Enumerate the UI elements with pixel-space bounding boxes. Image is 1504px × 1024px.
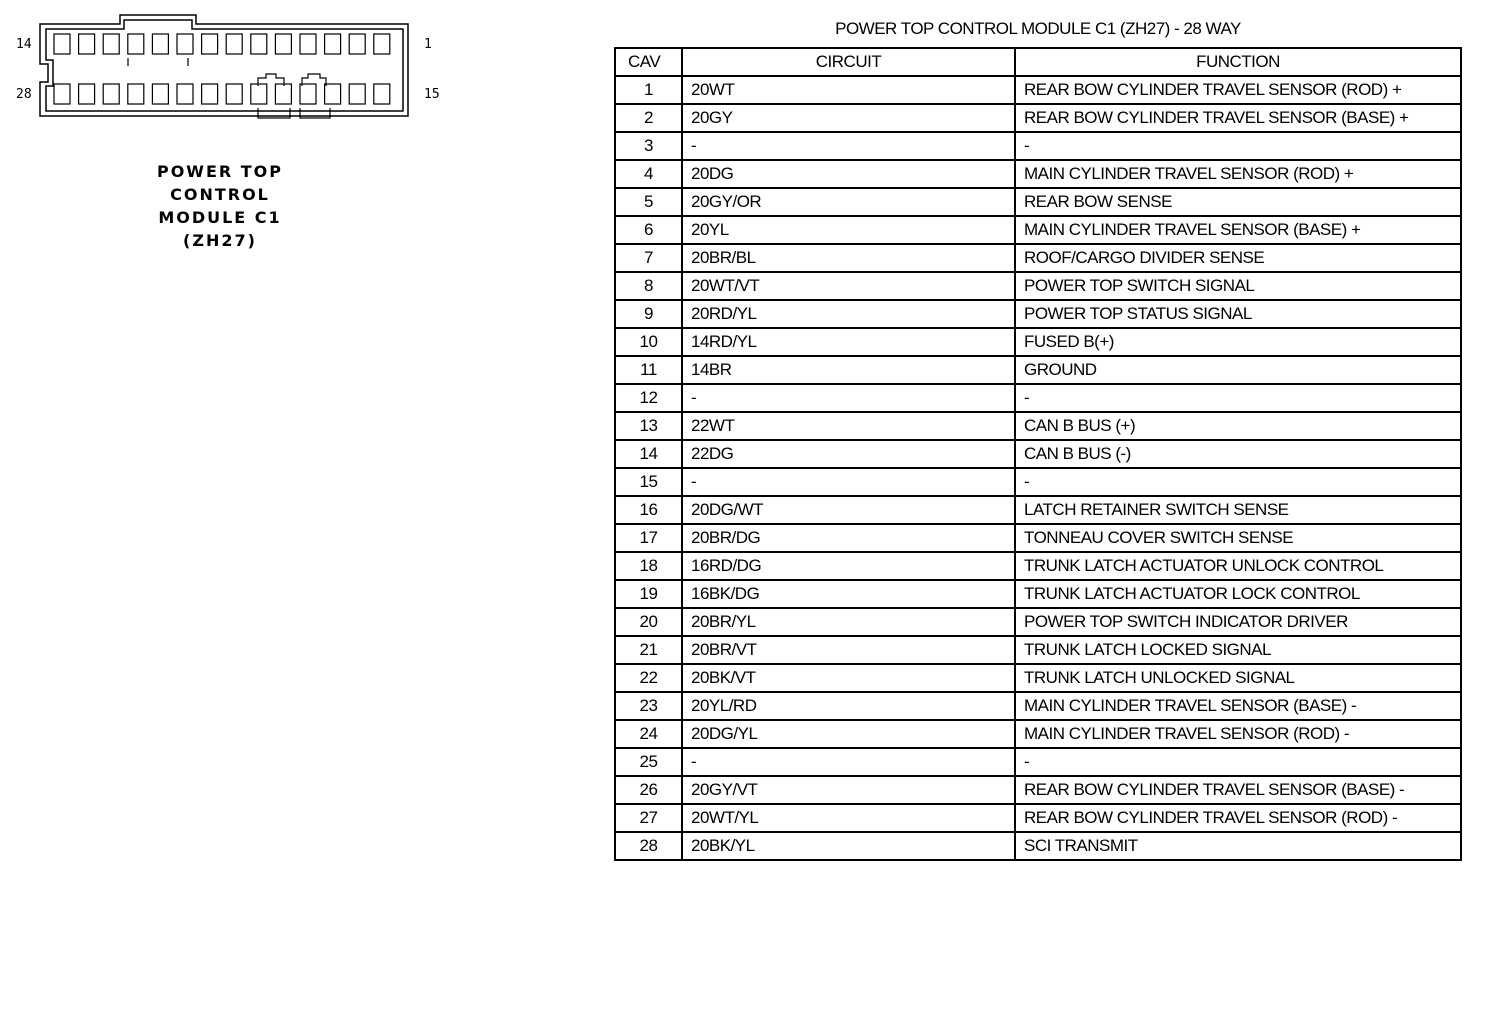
circuit-cell: 20DG/WT	[682, 496, 1015, 524]
connector-cavity	[202, 84, 218, 104]
circuit-cell: 14RD/YL	[682, 328, 1015, 356]
table-row	[615, 468, 1461, 496]
connector-cavity	[79, 84, 95, 104]
function-cell: POWER TOP SWITCH INDICATOR DRIVER	[1015, 608, 1461, 636]
function-cell: GROUND	[1015, 356, 1461, 384]
circuit-cell: 20GY/OR	[682, 188, 1015, 216]
table-row	[615, 356, 1461, 384]
function-cell: LATCH RETAINER SWITCH SENSE	[1015, 496, 1461, 524]
circuit-cell: -	[682, 468, 1015, 496]
column-header-function: FUNCTION	[1015, 48, 1461, 76]
table-row	[615, 776, 1461, 804]
circuit-cell: 16RD/DG	[682, 552, 1015, 580]
cav-cell: 27	[615, 804, 682, 832]
cav-cell: 10	[615, 328, 682, 356]
cav-cell: 3	[615, 132, 682, 160]
connector-cavity	[300, 84, 316, 104]
connector-cavity	[251, 34, 267, 54]
circuit-cell: 22DG	[682, 440, 1015, 468]
table-row	[615, 300, 1461, 328]
cav-cell: 16	[615, 496, 682, 524]
connector-cavity	[202, 34, 218, 54]
connector-title-line: MODULE C1	[158, 208, 282, 227]
table-row	[615, 76, 1461, 104]
connector-cavity	[54, 84, 70, 104]
cav-cell: 18	[615, 552, 682, 580]
function-cell: REAR BOW CYLINDER TRAVEL SENSOR (ROD) -	[1015, 804, 1461, 832]
cav-cell: 5	[615, 188, 682, 216]
circuit-cell: 20BK/VT	[682, 664, 1015, 692]
table-row	[615, 216, 1461, 244]
circuit-cell: -	[682, 132, 1015, 160]
cav-cell: 15	[615, 468, 682, 496]
connector-cavity	[128, 34, 144, 54]
pin-label-28: 28	[16, 87, 32, 102]
cav-cell: 26	[615, 776, 682, 804]
circuit-cell: 22WT	[682, 412, 1015, 440]
function-cell: TONNEAU COVER SWITCH SENSE	[1015, 524, 1461, 552]
function-cell: POWER TOP SWITCH SIGNAL	[1015, 272, 1461, 300]
circuit-cell: 20BR/DG	[682, 524, 1015, 552]
connector-cavity	[325, 84, 341, 104]
function-cell: TRUNK LATCH LOCKED SIGNAL	[1015, 636, 1461, 664]
table-row	[615, 552, 1461, 580]
circuit-cell: 20WT	[682, 76, 1015, 104]
function-cell: REAR BOW CYLINDER TRAVEL SENSOR (BASE) +	[1015, 104, 1461, 132]
function-cell: REAR BOW CYLINDER TRAVEL SENSOR (ROD) +	[1015, 76, 1461, 104]
function-cell: MAIN CYLINDER TRAVEL SENSOR (BASE) +	[1015, 216, 1461, 244]
table-body	[615, 76, 1461, 860]
cav-cell: 8	[615, 272, 682, 300]
connector-cavity	[79, 34, 95, 54]
pinout-table	[614, 47, 1462, 861]
connector-cavity	[226, 34, 242, 54]
table-title: POWER TOP CONTROL MODULE C1 (ZH27) - 28 WAY	[835, 19, 1241, 38]
table-row	[615, 384, 1461, 412]
function-cell: MAIN CYLINDER TRAVEL SENSOR (ROD) -	[1015, 720, 1461, 748]
connector-cavity	[103, 34, 119, 54]
cav-cell: 2	[615, 104, 682, 132]
table-row	[615, 524, 1461, 552]
connector-bottom-row-cavities	[54, 84, 390, 104]
circuit-cell: -	[682, 748, 1015, 776]
function-cell: SCI TRANSMIT	[1015, 832, 1461, 860]
connector-cavity	[275, 34, 291, 54]
table-row	[615, 160, 1461, 188]
column-header-cav: CAV	[615, 48, 682, 76]
cav-cell: 17	[615, 524, 682, 552]
table-row	[615, 720, 1461, 748]
cav-cell: 14	[615, 440, 682, 468]
connector-cavity	[325, 34, 341, 54]
table-row	[615, 412, 1461, 440]
table-row	[615, 440, 1461, 468]
cav-cell: 1	[615, 76, 682, 104]
function-cell: CAN B BUS (+)	[1015, 412, 1461, 440]
cav-cell: 7	[615, 244, 682, 272]
pin-label-15: 15	[424, 87, 440, 102]
cav-cell: 4	[615, 160, 682, 188]
connector-cavity	[103, 84, 119, 104]
cav-cell: 25	[615, 748, 682, 776]
cav-cell: 21	[615, 636, 682, 664]
connector-cavity	[152, 34, 168, 54]
function-cell: -	[1015, 132, 1461, 160]
circuit-cell: 16BK/DG	[682, 580, 1015, 608]
connector-cavity	[177, 34, 193, 54]
circuit-cell: 20WT/YL	[682, 804, 1015, 832]
connector-title	[140, 160, 300, 252]
cav-cell: 19	[615, 580, 682, 608]
function-cell: -	[1015, 384, 1461, 412]
circuit-cell: 20GY	[682, 104, 1015, 132]
pin-label-14: 14	[16, 37, 32, 52]
cav-cell: 9	[615, 300, 682, 328]
cav-cell: 22	[615, 664, 682, 692]
function-cell: TRUNK LATCH ACTUATOR LOCK CONTROL	[1015, 580, 1461, 608]
circuit-cell: 20BK/YL	[682, 832, 1015, 860]
circuit-cell: -	[682, 384, 1015, 412]
table-row	[615, 664, 1461, 692]
function-cell: TRUNK LATCH UNLOCKED SIGNAL	[1015, 664, 1461, 692]
table-row	[615, 272, 1461, 300]
circuit-cell: 14BR	[682, 356, 1015, 384]
circuit-cell: 20RD/YL	[682, 300, 1015, 328]
connector-top-row-cavities	[54, 34, 390, 54]
function-cell: REAR BOW CYLINDER TRAVEL SENSOR (BASE) -	[1015, 776, 1461, 804]
function-cell: FUSED B(+)	[1015, 328, 1461, 356]
function-cell: -	[1015, 468, 1461, 496]
connector-outline-drawing	[0, 0, 460, 130]
connector-cavity	[275, 84, 291, 104]
connector-cavity	[349, 84, 365, 104]
function-cell: TRUNK LATCH ACTUATOR UNLOCK CONTROL	[1015, 552, 1461, 580]
function-cell: CAN B BUS (-)	[1015, 440, 1461, 468]
table-row	[615, 328, 1461, 356]
table-row	[615, 188, 1461, 216]
connector-cavity	[54, 34, 70, 54]
table-row	[615, 608, 1461, 636]
function-cell: MAIN CYLINDER TRAVEL SENSOR (BASE) -	[1015, 692, 1461, 720]
table-row	[615, 804, 1461, 832]
table-row	[615, 132, 1461, 160]
circuit-cell: 20WT/VT	[682, 272, 1015, 300]
connector-cavity	[374, 34, 390, 54]
circuit-cell: 20BR/VT	[682, 636, 1015, 664]
circuit-cell: 20BR/YL	[682, 608, 1015, 636]
connector-title-line: POWER TOP	[156, 162, 284, 181]
table-row	[615, 748, 1461, 776]
connector-cavity	[128, 84, 144, 104]
table-row	[615, 580, 1461, 608]
table-header-row	[615, 48, 1461, 76]
column-header-circuit: CIRCUIT	[682, 48, 1015, 76]
cav-cell: 6	[615, 216, 682, 244]
connector-cavity	[177, 84, 193, 104]
function-cell: ROOF/CARGO DIVIDER SENSE	[1015, 244, 1461, 272]
circuit-cell: 20YL	[682, 216, 1015, 244]
connector-title-line: (ZH27)	[183, 231, 257, 250]
function-cell: MAIN CYLINDER TRAVEL SENSOR (ROD) +	[1015, 160, 1461, 188]
cav-cell: 20	[615, 608, 682, 636]
table-row	[615, 832, 1461, 860]
table-row	[615, 692, 1461, 720]
connector-cavity	[349, 34, 365, 54]
circuit-cell: 20GY/VT	[682, 776, 1015, 804]
circuit-cell: 20BR/BL	[682, 244, 1015, 272]
function-cell: -	[1015, 748, 1461, 776]
cav-cell: 23	[615, 692, 682, 720]
table-row	[615, 244, 1461, 272]
cav-cell: 24	[615, 720, 682, 748]
table-row	[615, 104, 1461, 132]
function-cell: POWER TOP STATUS SIGNAL	[1015, 300, 1461, 328]
connector-title-line: CONTROL	[170, 185, 270, 204]
table-row	[615, 636, 1461, 664]
cav-cell: 28	[615, 832, 682, 860]
table-row	[615, 496, 1461, 524]
connector-cavity	[226, 84, 242, 104]
pin-label-1: 1	[424, 37, 432, 52]
circuit-cell: 20YL/RD	[682, 692, 1015, 720]
circuit-cell: 20DG	[682, 160, 1015, 188]
connector-cavity	[251, 84, 267, 104]
connector-cavity	[152, 84, 168, 104]
circuit-cell: 20DG/YL	[682, 720, 1015, 748]
cav-cell: 12	[615, 384, 682, 412]
connector-cavity	[300, 34, 316, 54]
cav-cell: 13	[615, 412, 682, 440]
cav-cell: 11	[615, 356, 682, 384]
connector-cavity	[374, 84, 390, 104]
function-cell: REAR BOW SENSE	[1015, 188, 1461, 216]
